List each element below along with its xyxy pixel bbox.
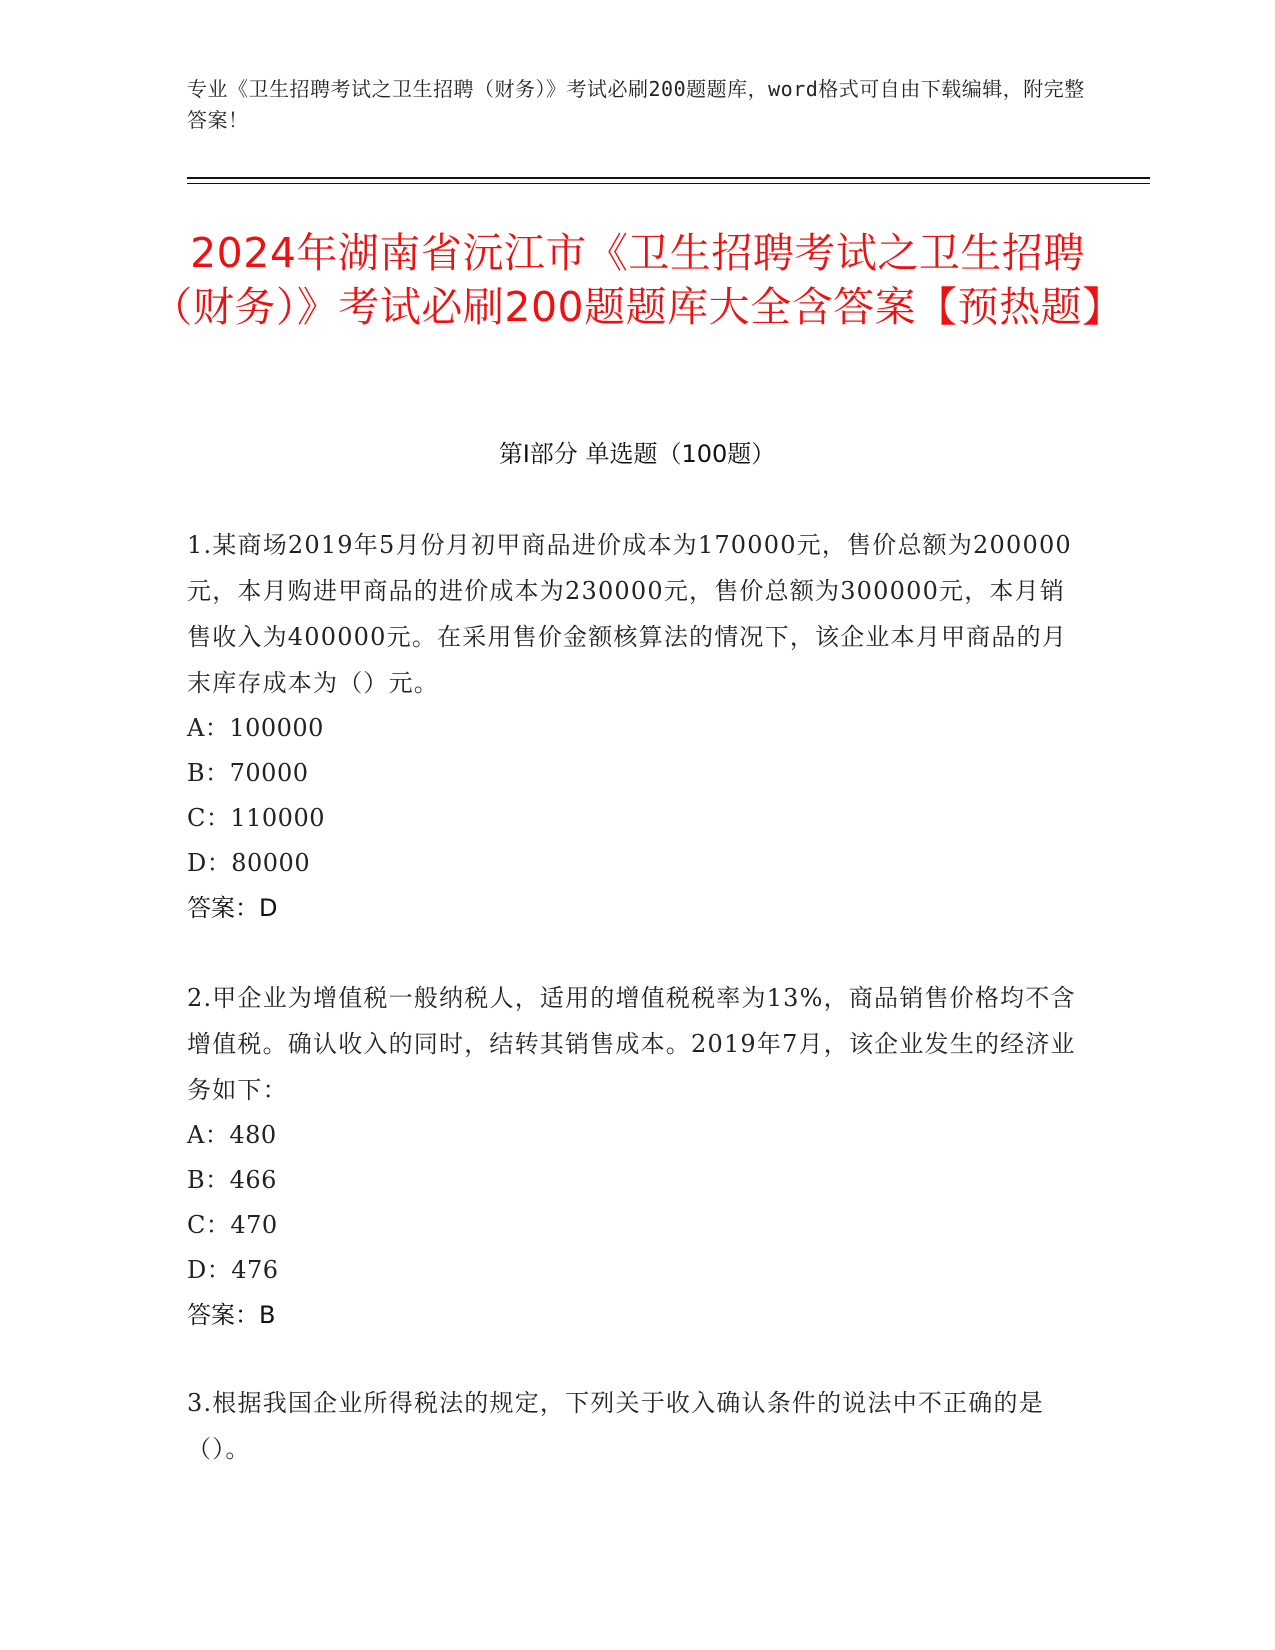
header-divider-thin bbox=[187, 183, 1150, 184]
option-d: D：80000 bbox=[187, 849, 311, 877]
question-stem: 2.甲企业为增值税一般纳税人，适用的增值税税率为13%，商品销售价格均不含增值税。确认收入的同时，结转其销售成本。2019年7月，该企业发生的经济业务如下： bbox=[187, 984, 1076, 1104]
header-divider-thick bbox=[187, 177, 1150, 179]
question-3 bbox=[187, 1380, 1087, 1472]
option-a: A：480 bbox=[187, 1121, 277, 1149]
option-c: C：470 bbox=[187, 1211, 278, 1239]
option-a: A：100000 bbox=[187, 714, 324, 742]
option-d: D：476 bbox=[187, 1256, 279, 1284]
section-heading: 第I部分 单选题（100题） bbox=[498, 440, 776, 468]
option-b: B：466 bbox=[187, 1166, 277, 1194]
option-b: B：70000 bbox=[187, 759, 309, 787]
document-title: 2024年湖南省沅江市《卫生招聘考试之卫生招聘（财务）》考试必刷200题题库大全含答案【预热题】 bbox=[151, 229, 1124, 331]
answer: 答案：D bbox=[187, 894, 278, 922]
question-stem: 3.根据我国企业所得税法的规定，下列关于收入确认条件的说法中不正确的是（）。 bbox=[187, 1389, 1044, 1463]
header-note: 专业《卫生招聘考试之卫生招聘（财务）》考试必刷200题题库，word格式可自由下载编辑，附完整答案！ bbox=[187, 77, 1085, 132]
answer: 答案：B bbox=[187, 1301, 276, 1329]
question-2 bbox=[187, 975, 1087, 1338]
option-c: C：110000 bbox=[187, 804, 325, 832]
question-stem: 1.某商场2019年5月份月初甲商品进价成本为170000元，售价总额为200000元，本月购进甲商品的进价成本为230000元，售价总额为300000元，本月销售收入为400000元。在采用售价金额核算法的情况下，该企业本月甲商品的月末库存成本为（）元。 bbox=[187, 531, 1072, 697]
question-1 bbox=[187, 522, 1087, 931]
